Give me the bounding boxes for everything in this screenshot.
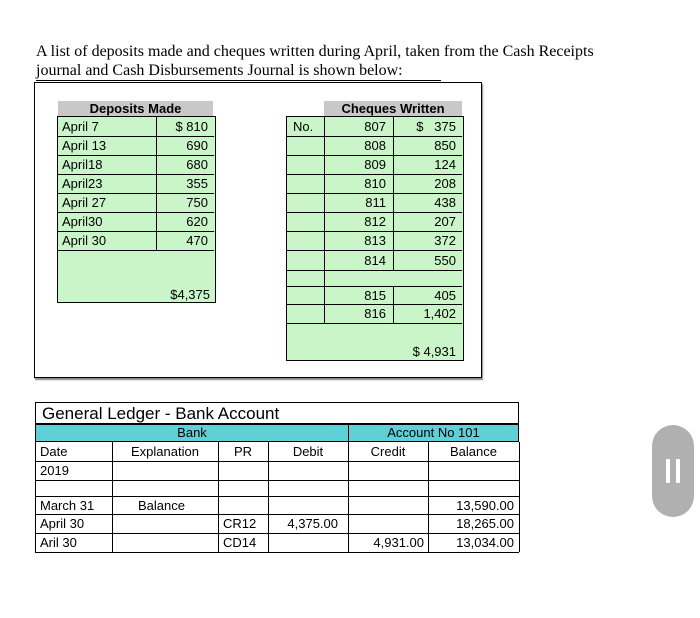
pause-handle[interactable] <box>652 425 694 517</box>
cheque-amount: $ 375 <box>416 119 456 134</box>
cheque-amount: 405 <box>434 288 456 303</box>
cheques-title: Cheques Written <box>324 101 462 116</box>
cheque-amount: 372 <box>434 233 456 248</box>
cheque-number: 808 <box>364 138 386 153</box>
cheque-number: 807 <box>364 119 386 134</box>
ledger-header-explanation: Explanation <box>131 444 199 459</box>
ledger-header-debit: Debit <box>292 444 324 459</box>
pause-icon <box>666 459 670 483</box>
cheque-number: 809 <box>364 157 386 172</box>
cheque-amount: 850 <box>434 138 456 153</box>
intro-underline <box>36 80 441 81</box>
cheque-amount: 124 <box>434 157 456 172</box>
cheque-amount: 1,402 <box>423 306 456 321</box>
cheque-number: 814 <box>364 253 386 268</box>
deposits-total: $4,375 <box>170 287 210 302</box>
intro-line-1: A list of deposits made and cheques written during April, taken from the Cash Receipts <box>36 43 594 60</box>
cheques-amount-divider <box>393 117 394 271</box>
deposit-amount: 750 <box>186 195 208 210</box>
ledger-account-no: Account No 101 <box>387 425 480 440</box>
cheques-total: $ 4,931 <box>412 344 456 359</box>
ledger-account-name: Bank <box>177 425 207 440</box>
deposits-title: Deposits Made <box>58 101 213 116</box>
cheque-number: 815 <box>364 288 386 303</box>
deposit-date: April18 <box>62 157 103 172</box>
deposit-amount: 690 <box>186 138 208 153</box>
cheque-amount: 438 <box>434 195 456 210</box>
cheque-number: 811 <box>365 195 386 210</box>
deposit-amount: 470 <box>186 233 208 248</box>
deposit-date: April 7 <box>62 119 99 134</box>
ledger-title: General Ledger - Bank Account <box>35 402 519 424</box>
deposit-amount: 680 <box>186 157 208 172</box>
ledger-header-balance: Balance <box>450 444 497 459</box>
cheque-number: 816 <box>364 306 386 321</box>
ledger-header-credit: Credit <box>370 444 406 459</box>
cheque-number: 810 <box>364 176 386 191</box>
ledger-row-date: March 31 <box>40 498 95 513</box>
deposit-date: April23 <box>62 176 103 191</box>
cheque-number: 812 <box>364 214 386 229</box>
ledger-row-pr: CR12 <box>223 516 257 531</box>
ledger-year: 2019 <box>40 463 69 478</box>
deposit-date: April 13 <box>62 138 107 153</box>
ledger-row-balance: 13,034.00 <box>456 535 514 550</box>
ledger-header-pr: PR <box>233 444 253 459</box>
ledger-row-explanation: Balance <box>138 498 185 513</box>
cheque-amount: 207 <box>434 214 456 229</box>
intro-paragraph <box>36 42 656 80</box>
deposit-date: April 27 <box>62 195 107 210</box>
ledger-row-credit: 4,931.00 <box>373 535 424 550</box>
ledger-header-date: Date <box>40 444 68 459</box>
cheques-no-divider <box>324 117 325 323</box>
cheque-amount: 550 <box>434 253 456 268</box>
deposit-amount: 620 <box>186 214 208 229</box>
ledger-row-balance: 18,265.00 <box>456 516 514 531</box>
ledger-row-date: April 30 <box>40 516 85 531</box>
ledger-row-debit: 4,375.00 <box>287 516 338 531</box>
deposit-amount: $ 810 <box>175 119 208 134</box>
ledger-row-pr: CD14 <box>223 535 257 550</box>
cheques-no-label: No. <box>293 119 314 134</box>
cheque-amount: 208 <box>434 176 456 191</box>
intro-line-2: journal and Cash Disbursements Journal is shown below: <box>36 62 403 79</box>
cheque-number: 813 <box>364 233 386 248</box>
deposit-amount: 355 <box>186 176 208 191</box>
ledger-row-date: Aril 30 <box>40 535 77 550</box>
deposits-rows-bottom <box>58 250 214 251</box>
deposit-date: April30 <box>62 214 103 229</box>
ledger-row-balance: 13,590.00 <box>456 498 514 513</box>
deposit-date: April 30 <box>62 233 107 248</box>
